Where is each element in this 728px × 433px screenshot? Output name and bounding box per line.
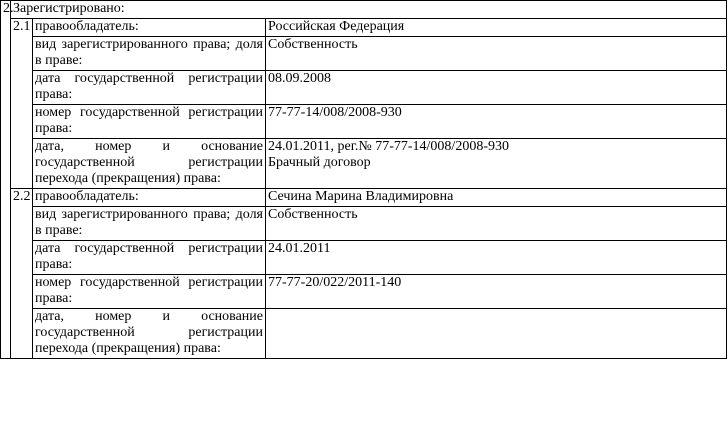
row-value: 08.09.2008	[266, 71, 727, 105]
row-value: 24.01.2011, рег.№ 77-77-14/008/2008-930 Брачный договор	[266, 139, 727, 189]
row-label: номер государственной регистрации права:	[33, 275, 266, 309]
table-row	[1, 71, 727, 105]
table-row	[1, 189, 727, 207]
row-label: дата, номер и основание государственной регистрации перехода (прекращения) права:	[33, 309, 266, 359]
table-row	[1, 19, 727, 37]
entry-number: 2.2	[11, 189, 33, 359]
row-label: дата государственной регистрации права:	[33, 71, 266, 105]
row-value: 77-77-14/008/2008-930	[266, 105, 727, 139]
row-value: 77-77-20/022/2011-140	[266, 275, 727, 309]
row-label: правообладатель:	[33, 19, 266, 37]
row-value: Сечина Марина Владимировна	[266, 189, 727, 207]
row-label: вид зарегистрированного права; доля в праве:	[33, 37, 266, 71]
row-value: Собственность	[266, 207, 727, 241]
row-label: дата, номер и основание государственной регистрации перехода (прекращения) права:	[33, 139, 266, 189]
table-row	[1, 37, 727, 71]
table-row	[1, 207, 727, 241]
row-label: правообладатель:	[33, 189, 266, 207]
row-label: вид зарегистрированного права; доля в праве:	[33, 207, 266, 241]
row-label: дата государственной регистрации права:	[33, 241, 266, 275]
section-title: Зарегистрировано:	[11, 1, 727, 19]
table-row	[1, 105, 727, 139]
row-value	[266, 309, 727, 359]
table-row	[1, 241, 727, 275]
row-label: номер государственной регистрации права:	[33, 105, 266, 139]
section-row	[1, 1, 727, 19]
table-row	[1, 139, 727, 189]
entry-number: 2.1	[11, 19, 33, 189]
row-value: Собственность	[266, 37, 727, 71]
row-value: Российская Федерация	[266, 19, 727, 37]
row-value: 24.01.2011	[266, 241, 727, 275]
section-number: 2.	[1, 1, 11, 359]
table-row	[1, 275, 727, 309]
table-row	[1, 309, 727, 359]
